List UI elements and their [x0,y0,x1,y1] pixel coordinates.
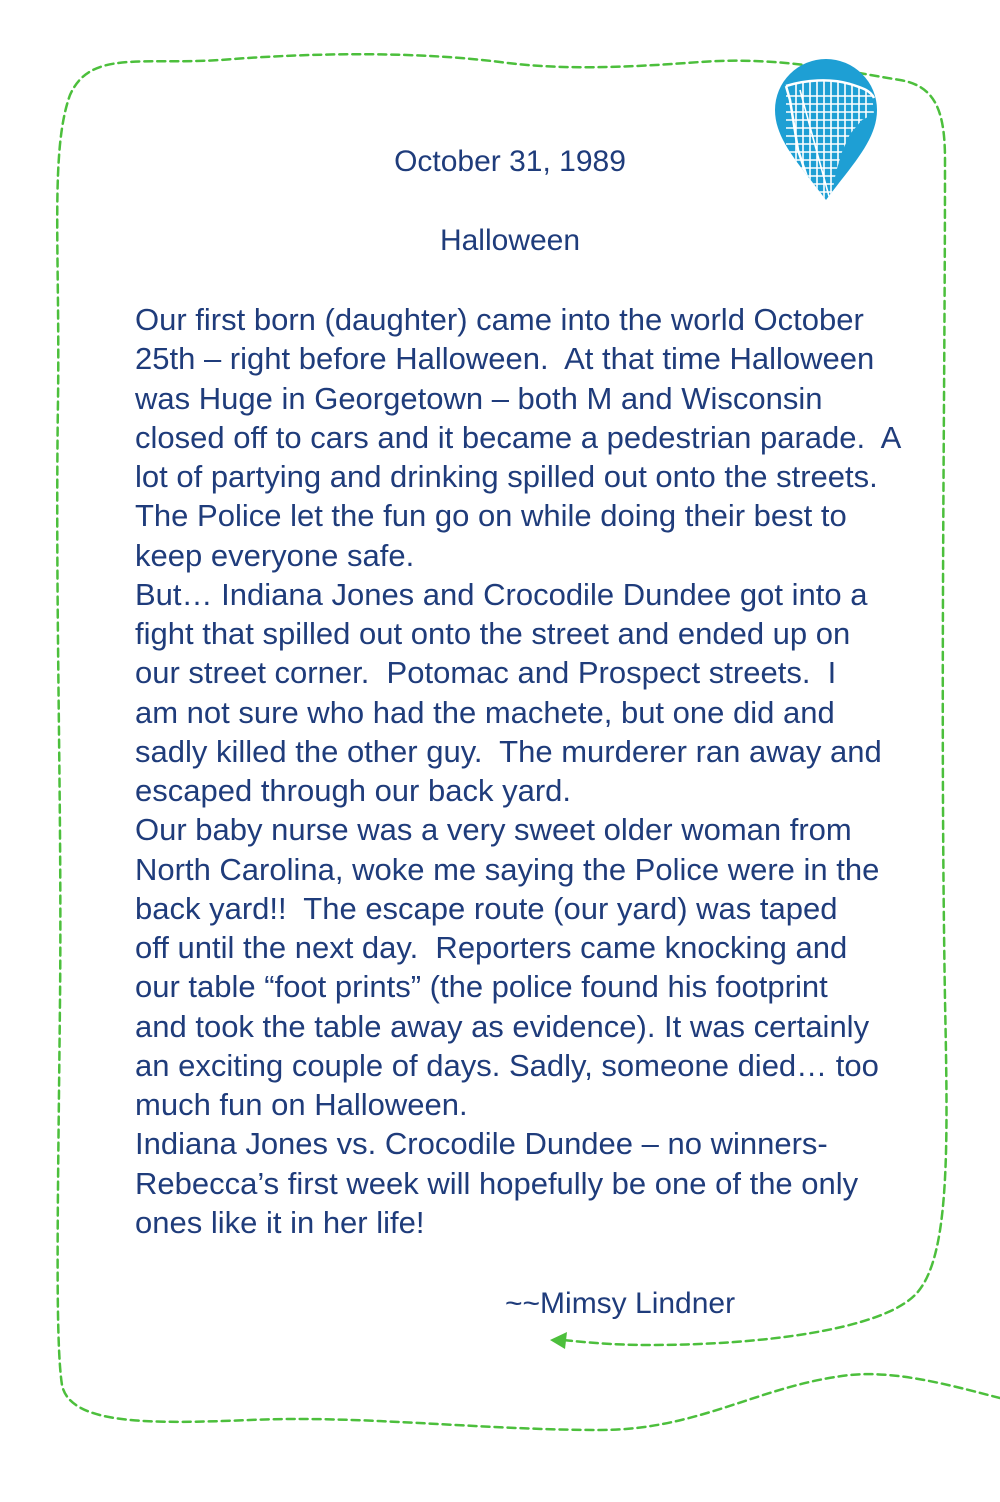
body-line: our table “foot prints” (the police found his footprint [135,969,828,1005]
body-line: keep everyone safe. [135,537,415,573]
body-line: was Huge in Georgetown – both M and Wisconsin [135,380,823,416]
body-line: fight that spilled out onto the street and ended up on [135,616,851,651]
arrowhead-icon [550,1332,567,1349]
body-line: back yard!! The escape route (our yard) was taped [135,890,838,926]
body-line: Indiana Jones vs. Crocodile Dundee – no winners- [135,1126,828,1162]
letter-title: Halloween [439,224,581,257]
body-line: closed off to cars and it became a pedestrian parade. A [135,419,902,455]
body-line: Our first born (daughter) came into the world October [135,302,864,337]
body-line: North Carolina, woke me saying the Police were in the [135,851,880,887]
map-pin-icon [775,59,880,205]
body-line: But… Indiana Jones and Crocodile Dundee got into a [135,576,868,612]
letter-body [135,300,935,1242]
letter-date: October 31, 1989 [394,145,626,178]
body-line: lot of partying and drinking spilled out onto the streets. [135,459,878,494]
body-line: escaped through our back yard. [135,773,571,808]
body-line: The Police let the fun go on while doing their best to [135,498,847,534]
body-line: ones like it in her life! [135,1204,425,1240]
body-line: and took the table away as evidence). It was certainly [135,1008,870,1044]
body-line: 25th – right before Halloween. At that time Halloween [135,341,875,377]
body-line: sadly killed the other guy. The murderer ran away and [135,733,882,769]
body-line: an exciting couple of days. Sadly, someone died… too [135,1047,879,1083]
body-line: Our baby nurse was a very sweet older woman from [135,812,852,848]
letter-signature: ~~Mimsy Lindner [505,1287,736,1320]
body-line: Rebecca’s first week will hopefully be one of the only [135,1165,859,1201]
body-line: am not sure who had the machete, but one did and [135,694,835,730]
body-line: our street corner. Potomac and Prospect streets. I [135,655,837,691]
body-line: much fun on Halloween. [135,1087,468,1122]
body-line: off until the next day. Reporters came knocking and [135,930,848,965]
